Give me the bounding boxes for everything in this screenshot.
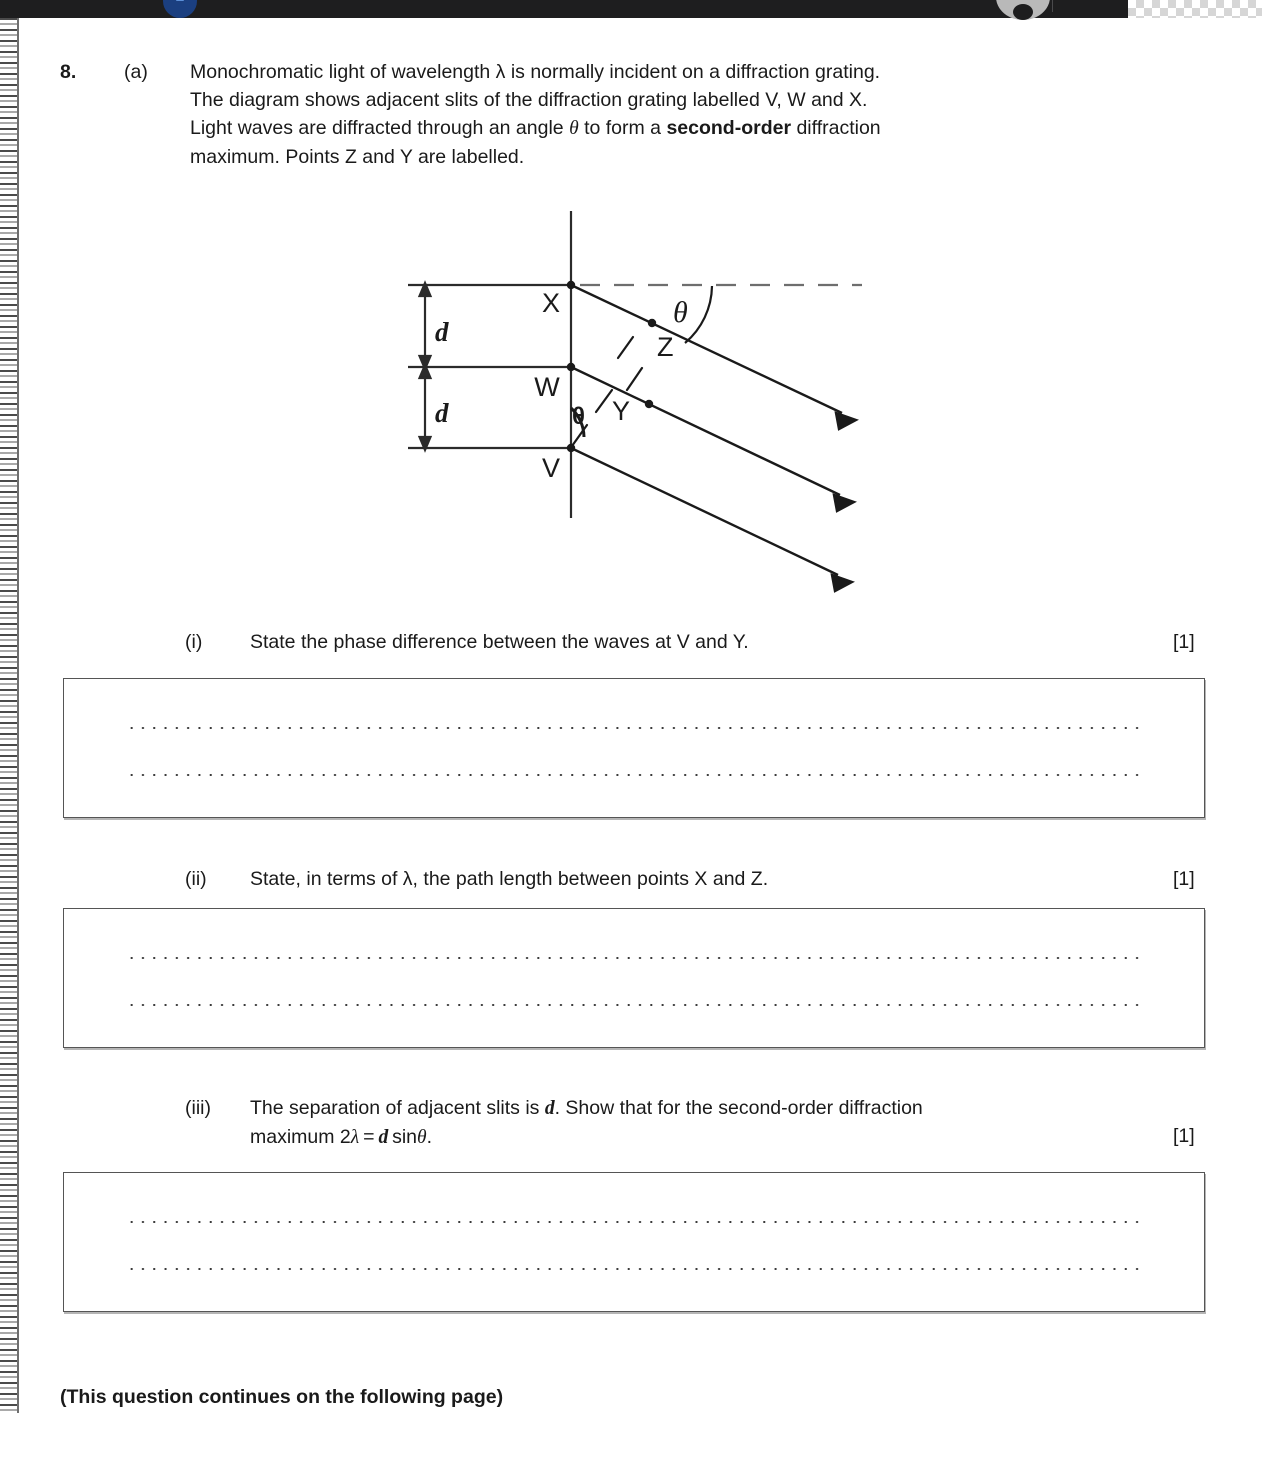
answer-dotted-line[interactable]	[126, 726, 1144, 730]
answer-dotted-line[interactable]	[126, 773, 1144, 777]
subquestion-ii-text: State, in terms of λ, the path length between points X and Z.	[250, 868, 769, 890]
theta-arc-upper	[685, 286, 712, 343]
label-x: X	[541, 288, 561, 318]
label-v: V	[541, 453, 561, 483]
subquestion-ii-marks: [1]	[1173, 868, 1195, 890]
answer-dotted-line[interactable]	[126, 1220, 1144, 1224]
label-w: W	[534, 372, 560, 402]
toolbar-divider	[1052, 0, 1053, 12]
ray-from-w	[571, 367, 840, 495]
question-stem-line-1: Monochromatic light of wavelength λ is normally incident on a diffraction grating.	[190, 61, 881, 83]
answer-dotted-line[interactable]	[126, 1003, 1144, 1007]
second-order-emphasis: second-order	[666, 117, 792, 139]
subquestion-i-label: (i)	[185, 631, 203, 653]
answer-dotted-line[interactable]	[126, 956, 1144, 960]
diagram-svg	[380, 200, 900, 600]
label-y: Y	[612, 396, 631, 426]
answer-box-i[interactable]	[63, 678, 1205, 818]
construction-seg-4	[618, 337, 633, 358]
subquestion-iii-label: (iii)	[185, 1097, 211, 1119]
wavefront-point-y	[645, 400, 653, 408]
scan-binding-edge	[0, 18, 18, 1413]
app-chrome-bar	[0, 0, 1262, 18]
answer-box-iii[interactable]	[63, 1172, 1205, 1312]
subquestion-i-marks: [1]	[1173, 631, 1195, 653]
diffraction-grating-diagram	[380, 200, 900, 600]
construction-seg-2	[596, 390, 612, 412]
wavefront-point-z	[648, 319, 656, 327]
label-z: Z	[657, 332, 674, 362]
label-d-upper: d	[435, 317, 449, 347]
subquestion-ii-label: (ii)	[185, 868, 207, 890]
question-stem-line-2: The diagram shows adjacent slits of the diffraction grating labelled V, W and X.	[190, 89, 868, 111]
ray-arrowhead-x	[836, 413, 856, 429]
answer-box-ii[interactable]	[63, 908, 1205, 1048]
profile-avatar-icon[interactable]	[163, 0, 197, 18]
page-footer-cutoff	[60, 1386, 680, 1413]
subquestion-iii-line-1: The separation of adjacent slits is d. Show that for the second-order diffraction	[250, 1097, 923, 1119]
construction-seg-3	[627, 368, 642, 390]
subquestion-iii-marks: [1]	[1173, 1125, 1195, 1147]
ray-from-x	[571, 285, 842, 413]
label-theta-lower: θ	[572, 403, 585, 430]
dimension-arrow-upper	[420, 283, 431, 369]
transparency-checker-pattern	[1128, 0, 1262, 18]
question-stem-line-3-tail: diffraction	[791, 117, 881, 139]
subquestion-iii-text	[250, 1094, 1130, 1152]
subquestion-iii-line-2: maximum 2λ = d sinθ.	[250, 1126, 433, 1148]
page-footer-text: (This question continues on the following page)	[60, 1386, 504, 1408]
question-stem-line-4: maximum. Points Z and Y are labelled.	[190, 146, 525, 168]
dimension-arrow-lower	[420, 365, 431, 450]
subquestion-i-text: State the phase difference between the waves at V and Y.	[250, 631, 749, 653]
question-stem-line-3-text: Light waves are diffracted through an angle θ to form a	[190, 117, 667, 139]
question-number: 8.	[60, 61, 77, 83]
question-stem-line-3	[190, 114, 1090, 143]
question-stem	[190, 58, 1090, 171]
label-theta-upper: θ	[673, 296, 688, 329]
answer-dotted-line[interactable]	[126, 1267, 1144, 1271]
window-control-icon[interactable]	[996, 0, 1050, 20]
scan-binding-rule	[17, 18, 19, 1413]
ray-arrowhead-v	[832, 575, 852, 591]
ray-arrowhead-w	[834, 495, 854, 511]
ray-from-v	[571, 448, 838, 575]
question-part-label: (a)	[124, 61, 148, 83]
label-d-lower: d	[435, 398, 449, 428]
